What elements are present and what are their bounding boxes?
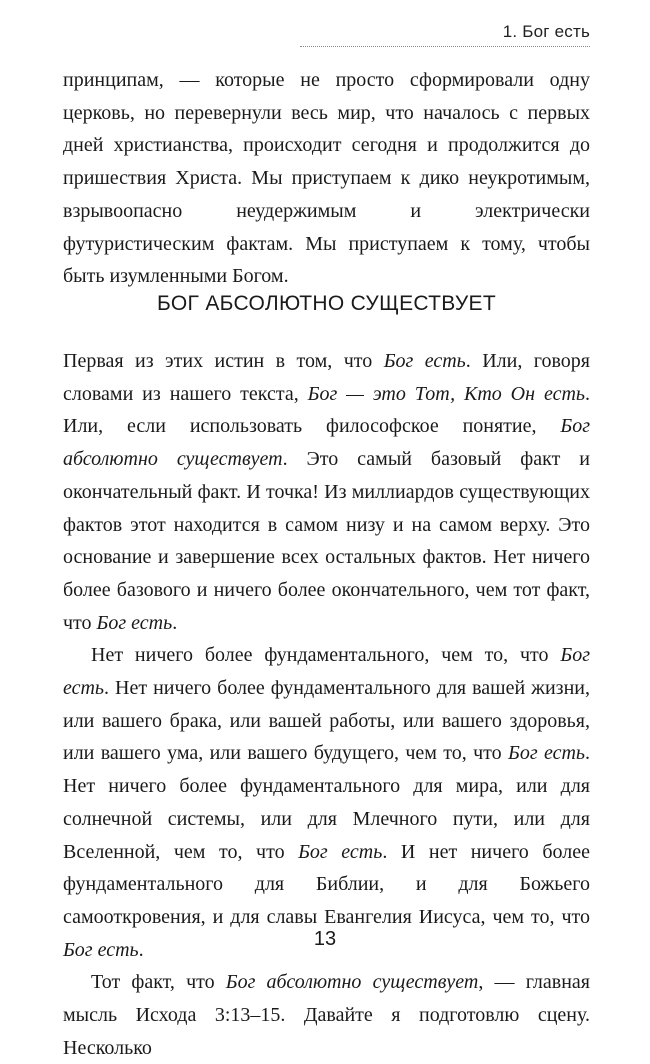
running-head: 1. Бог есть	[502, 22, 590, 41]
header-divider	[300, 46, 590, 47]
p3-text-1: Тот факт, что	[91, 971, 226, 994]
page-number: 13	[313, 928, 337, 950]
intro-block	[63, 64, 590, 293]
paragraph-1	[63, 345, 590, 639]
p2-emphasis-3: Бог есть	[298, 840, 383, 863]
p2-text-2: . Нет ничего более фундаментального для вашей жизни, или вашего брака, или вашей работы, или вашего здоровья, или вашего ума, или вашего будущего, чем то, что	[63, 677, 590, 765]
p2-text-3: . Нет ничего более фундаментального для мира, или для солнечной системы, или для Млечного пути, или для Вселенной, чем то, что	[63, 742, 590, 863]
p2-text-1: Нет ничего более фундаментального, чем то, что	[91, 644, 561, 667]
p3-text-2: , — главная мысль Исхода 3:13–15. Давайте я подготовлю сцену. Несколько	[63, 971, 590, 1059]
p2-text-5: .	[138, 938, 144, 961]
p3-emphasis-1: Бог абсолютно существует	[225, 971, 479, 994]
p1-text-1: Первая из этих истин в том, что	[63, 350, 384, 372]
paragraph-3	[63, 966, 590, 1064]
p1-emphasis-3: Бог абсолютно существует	[63, 415, 590, 471]
intro-paragraph: принципам, — которые не просто сформировали одну церковь, но перевернули весь мир, что началось с первых дней христианства, происходит сегодня и продолжится до пришествия Христа. Мы приступаем к дико неукротимым, взрывоопасно неудержимым и электрически футуристическим фактам. Мы приступаем к тому, чтобы быть изумленными Богом.	[63, 69, 590, 288]
p1-emphasis-1: Бог есть	[383, 350, 466, 372]
paragraph-2	[63, 639, 590, 966]
p1-emphasis-2: Бог — это Тот, Кто Он есть	[307, 382, 585, 405]
section-title: БОГ АБСОЛЮТНО СУЩЕСТВУЕТ	[157, 292, 496, 315]
p1-text-5: .	[172, 611, 178, 634]
p1-text-3: . Или, если использовать философское понятие,	[63, 382, 590, 438]
section-body	[63, 345, 590, 1064]
p1-emphasis-4: Бог есть	[96, 611, 173, 634]
p2-emphasis-2: Бог есть	[508, 742, 585, 765]
p1-text-2: . Или, говоря словами из нашего текста,	[63, 350, 591, 405]
p1-text-4: . Это самый базовый факт и окончательный факт. И точка! Из миллиардов существующих фактов этот находится в самом низу и на самом верху. Это основание и завершение всех остальных фактов. Нет ничего более базового и ничего более окончательного, чем тот факт, что	[63, 448, 590, 634]
p2-text-4: . И нет ничего более фундаментального для Библии, и для Божьего самооткровения, и для славы Евангелия Иисуса, чем то, что	[63, 840, 590, 928]
p2-emphasis-1: Бог есть	[63, 644, 590, 700]
p2-emphasis-4: Бог есть	[63, 938, 139, 961]
